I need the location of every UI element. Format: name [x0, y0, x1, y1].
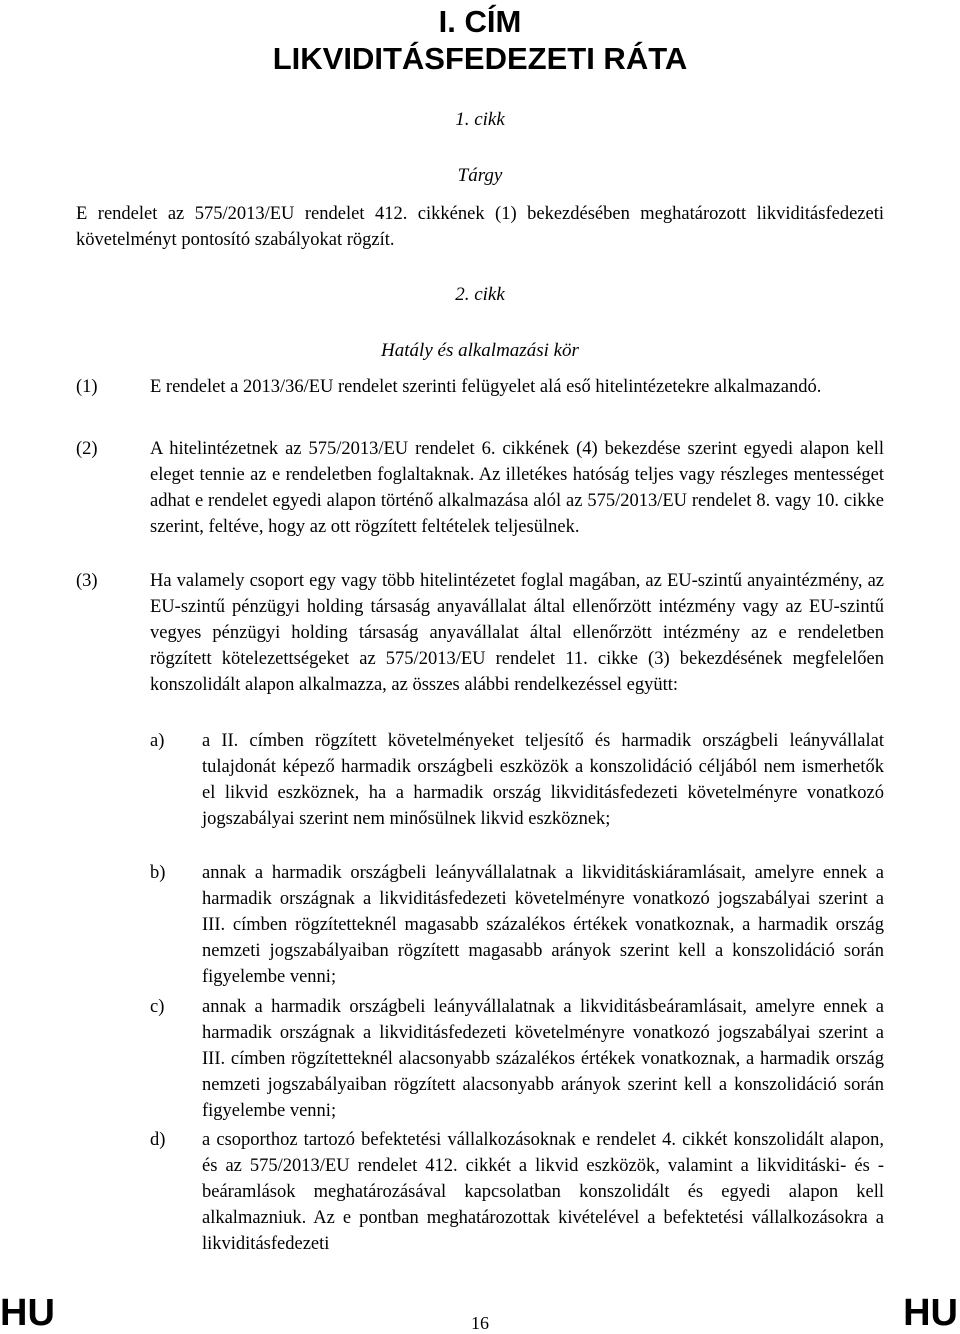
paragraph-2-number: (2): [76, 439, 98, 459]
paragraph-3-text: Ha valamely csoport egy vagy több hitelintézetet foglal magában, az EU-szintű anyaintézmény, az EU-szintű pénzügyi holding társaság anyavállalat által ellenőrzött intézmény vagy az EU-szintű vegyes pénzügyi holding társaság anyavállalat által ellenőrzött intézmény az e rendeletben rögzített kötelezettségeket az 575/2013/EU rendelet 11. cikke (3) bekezdésének megfelelően konszolidált alapon alkalmazza, az összes alábbi rendelkezéssel együtt:: [150, 571, 884, 695]
footer-language-right: HU: [903, 1292, 958, 1334]
article-2-title: Hatály és alkalmazási kör: [381, 340, 579, 361]
article-1-title: Tárgy: [457, 165, 503, 186]
paragraph-1-number: (1): [76, 377, 98, 397]
article-1-number: 1. cikk: [455, 109, 505, 130]
item-d-label: d): [150, 1130, 166, 1150]
page-number: 16: [471, 1313, 489, 1333]
item-c-text: annak a harmadik országbeli leányvállalatnak a likviditásbeáramlásait, amelyre ennek a harmadik országnak a likviditásfedezeti követelményre vonatkozó jogszabályai szerint a III. címben rögzítetteknél alacsonyabb százalékos értékek vonatkoznak, a harmadik ország nemzeti jogszabályaiban rögzített alacsonyabb arányok szerint kell a konszolidáció során figyelembe venni;: [202, 997, 884, 1121]
item-d-text: a csoporthoz tartozó befektetési vállalkozásoknak e rendelet 4. cikkét konszolidált alapon, és az 575/2013/EU rendelet 412. cikkét a likvid eszközök, valamint a likviditáski- és -beáramlások meghatározásával kapcsolatban konszolidált és egyedi alapon kell alkalmazniuk. Az e pontban meghatározottak kivételével a befektetési vállalkozásokra a likviditásfedezeti: [202, 1130, 884, 1254]
item-a-label: a): [150, 731, 165, 751]
item-b-label: b): [150, 863, 166, 883]
item-a-text: a II. címben rögzített követelményeket teljesítő és harmadik országbeli leányvállalat tulajdonát képező harmadik országbeli eszközök a konszolidáció céljából nem ismerhetők el likvid eszköznek, ha a harmadik ország likviditásfedezeti követelményre vonatkozó jogszabályai szerint nem minősülnek likvid eszköznek;: [202, 731, 884, 829]
paragraph-2-text: A hitelintézetnek az 575/2013/EU rendelet 6. cikkének (4) bekezdése szerint egyedi alapon kell eleget tennie az e rendeletben foglaltaknak. Az illetékes hatóság teljes vagy részleges mentességet adhat e rendelet egyedi alapon történő alkalmazása alól az 575/2013/EU rendelet 8. vagy 10. cikke szerint, feltéve, hogy az ott rögzített feltételek teljesülnek.: [150, 439, 884, 537]
item-c-label: c): [150, 997, 165, 1017]
article-2-number: 2. cikk: [455, 284, 505, 305]
paragraph-3-number: (3): [76, 571, 98, 591]
article-1-text: E rendelet az 575/2013/EU rendelet 412. cikkének (1) bekezdésében meghatározott likviditásfedezeti követelményt pontosító szabályokat rögzít.: [76, 204, 884, 250]
item-b-text: annak a harmadik országbeli leányvállalatnak a likviditáskiáramlásait, amelyre ennek a harmadik országnak a likviditásfedezeti követelményre vonatkozó jogszabályai szerint a III. címben rögzítetteknél magasabb százalékos értékek vonatkoznak, a harmadik ország nemzeti jogszabályaiban rögzített magasabb arányok szerint kell a konszolidáció során figyelembe venni;: [202, 863, 884, 987]
chapter-subtitle: LIKVIDITÁSFEDEZETI RÁTA: [272, 41, 688, 76]
chapter-title: I. CÍM: [438, 4, 522, 39]
paragraph-1-text: E rendelet a 2013/36/EU rendelet szerinti felügyelet alá eső hitelintézetekre alkalmazandó.: [150, 377, 822, 397]
footer-language-left: HU: [0, 1292, 55, 1334]
